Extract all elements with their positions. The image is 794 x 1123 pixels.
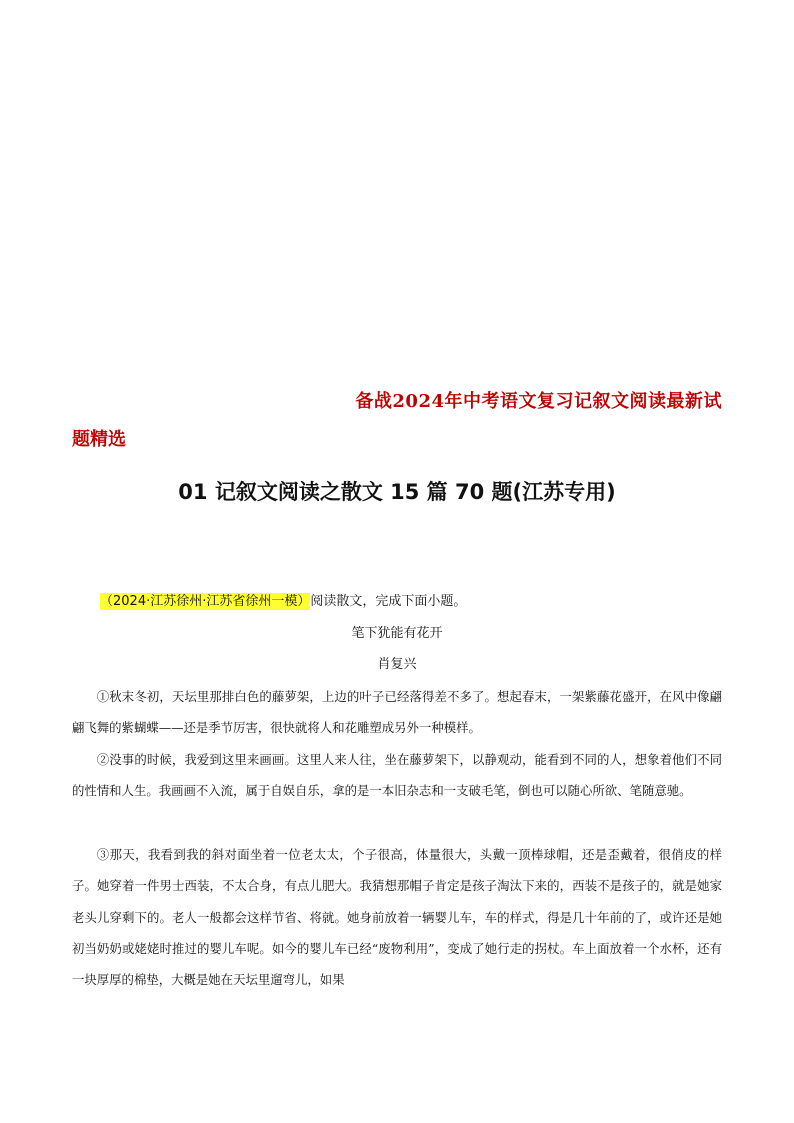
- passage-paragraph: ③那天，我看到我的斜对面坐着一位老太太，个子很高，体量很大，头戴一顶棒球帽，还是歪戴着，很俏皮的样子。她穿着一件男士西装，不太合身，有点儿肥大。我猜想那帽子肯定是孩子淘汰下来的，西装不是孩子的，就是她家老头儿穿剩下的。老人一般都会这样节省、将就。她身前放着一辆婴儿车，车的样式，得是几十年前的了，或许还是她初当奶奶或姥姥时推过的婴儿车呢。如今的婴儿车已经“废物利用”，变成了她行走的拐杖。车上面放着一个水杯，还有一块厚厚的棉垫，大概是她在天坛里遛弯儿，如果: [72, 847, 722, 988]
- passage-paragraph: ①秋末冬初，天坛里那排白色的藤萝架，上边的叶子已经落得差不多了。想起春末，一架紫藤花盛开，在风中像翩翩飞舞的紫蝴蝶——还是季节厉害，很快就将人和花雕塑成另外一种模样。: [72, 689, 722, 736]
- document-header-title: 备战2024年中考语文复习记叙文阅读最新试: [355, 391, 722, 412]
- document-header-title-continued: 题精选: [72, 429, 126, 450]
- question-source-line: [100, 590, 466, 609]
- instruction-text: 阅读散文，完成下面小题。: [310, 594, 467, 609]
- passage-paragraph: ②没事的时候，我爱到这里来画画。这里人来人往，坐在藤萝架下，以静观动，能看到不同的人，想象着他们不同的性情和人生。我画画不入流，属于自娱自乐，拿的是一本旧杂志和一支破毛笔，倒也可以随心所欲、笔随意驰。: [72, 752, 722, 799]
- page-title: 01 记叙文阅读之散文 15 篇 70 题(江苏专用): [178, 480, 616, 504]
- source-tag-highlight: （2024·江苏徐州·江苏省徐州一模）: [100, 594, 311, 609]
- passage-author: 肖复兴: [377, 657, 417, 672]
- passage-title: 笔下犹能有花开: [351, 626, 443, 641]
